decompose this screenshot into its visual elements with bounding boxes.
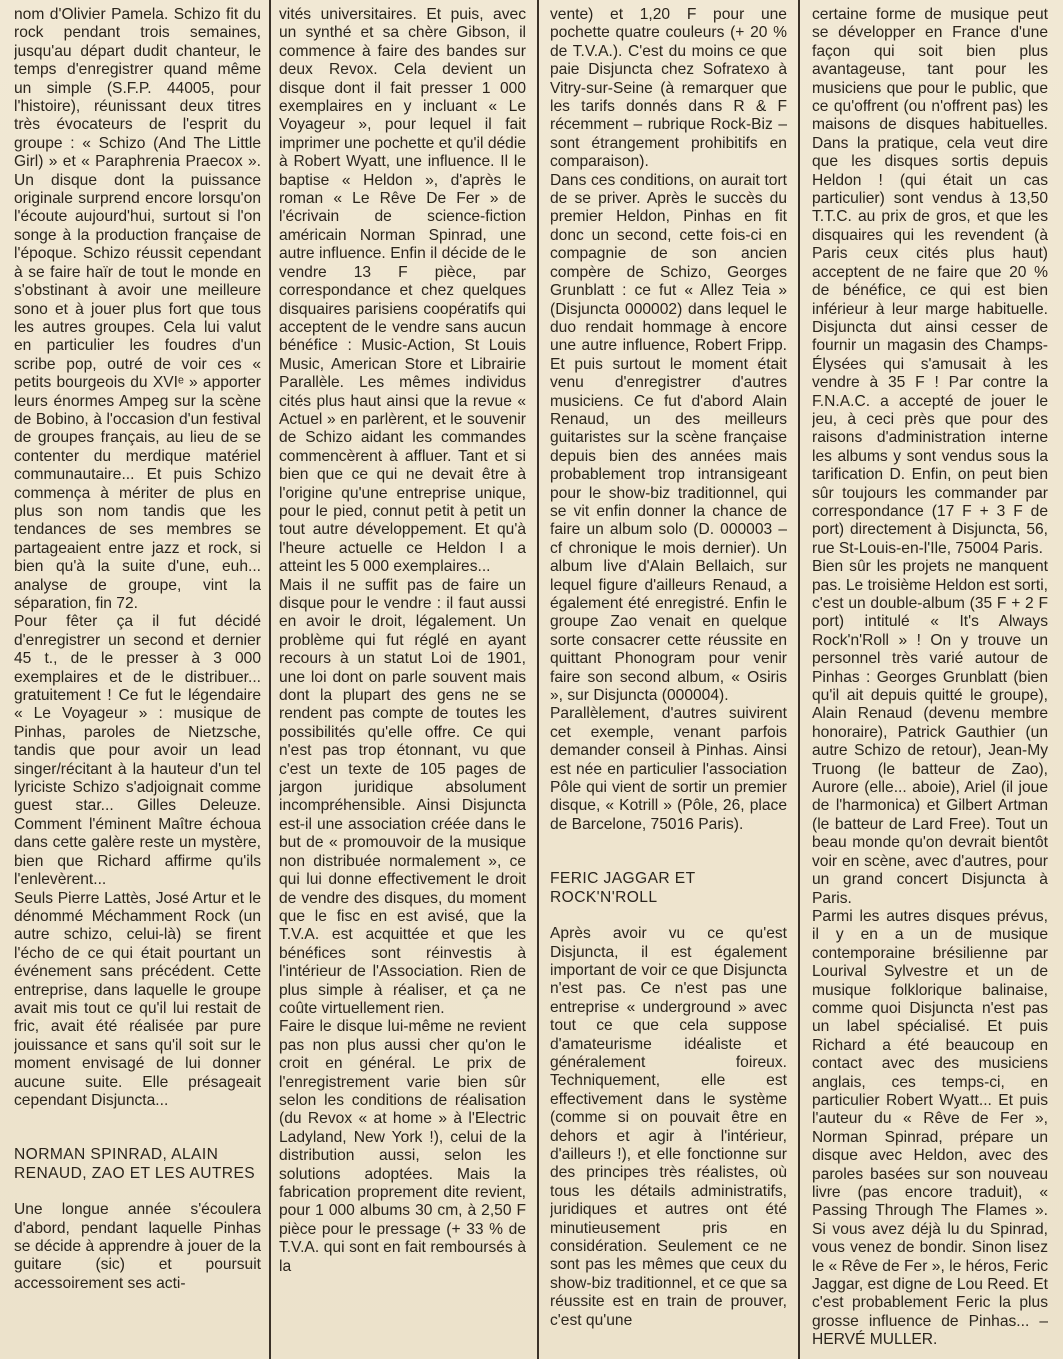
section-heading: NORMAN SPINRAD, ALAIN RENAUD, ZAO ET LES AUTRES	[14, 1146, 256, 1182]
article-paragraph: Parmi les autres disques prévus, il y en a un de musique contemporaine brésilienne par Lourival Sylvestre et un de musique folklorique balinaise, comme quoi Disjuncta n'est pas un label spécialisé. Et puis Richard a été beaucoup en contact avec des musiciens anglais, ces temps-ci, en particulier Robert Wyatt... Et puis l'auteur du « Rêve de Fer », Norman Spinrad, prépare un disque avec Heldon, avec des paroles basées sur son nouveau livre (pas encore traduit), « Passing Through The Flames ». Si vous avez déjà lu du Spinrad, vous venez de bondir. Sinon lisez le « Rêve de Fer », le héros, Feric Jaggar, est digne de Lou Reed. Et c'est probablement Feric la plus grosse influence de Pinhas... – HERVÉ MULLER.	[812, 907, 1048, 1349]
article-paragraph: nom d'Olivier Pamela. Schizo fit du rock pendant trois semaines, jusqu'au départ dudit chanteur, le temps d'enregistrer quand même un simple (S.F.P. 44005, pour l'histoire), réunissant deux titres très évocateurs de l'esprit du groupe : « Schizo (And The Little Girl) » et « Paraphrenia Praecox ». Un disque dont la puissance originale surprend encore lorsqu'on l'écoute aujourd'hui, surtout si l'on songe à la production française de l'époque. Schizo réussit cependant à se faire haïr de tout le monde en s'obstinant à avoir une meilleure sono et à jouer plus fort que tous les autres groupes. Cela lui valut en particulier les foudres d'un scribe pop, outré de voir ces « petits bourgeois du XVIᵉ » apporter leurs énormes Ampeg sur la scène de Bobino, à l'occasion d'un festival de groupes français, au lieu de se contenter du merdique matériel communautaire... Et puis Schizo commença à mériter de plus en plus son nom tandis que les tendances de ses membres se partageaient entre jazz et rock, si bien qu'à la suite d'une, euh... analyse de groupe, vint la séparation, fin 72.	[14, 6, 261, 612]
column-divider	[269, 0, 271, 1359]
article-paragraph: Pour fêter ça il fut décidé d'enregistrer un second et dernier 45 t., de le presser à 3 000 exemplaires et de le distribuer... gratuitement ! Ce fut le légendaire « Le Voyageur » : musique de Pinhas, paroles de Nietzsche, tandis que pour avoir un lead singer/récitant à la hauteur d'un tel lyriciste Schizo s'adjoignait comme guest star... Gilles Deleuze. Comment l'éminent Maître échoua dans cette galère reste un mystère, bien que Richard affirme qu'ils l'enlevèrent...	[14, 613, 261, 889]
article-paragraph: vente) et 1,20 F pour une pochette quatre couleurs (+ 20 % de T.V.A.). C'est du moins ce que paie Disjuncta chez Sofratexo à Vitry-sur-Seine (à remarquer que les tarifs donnés dans R & F récemment – rubrique Rock-Biz – sont étrangement prohibitifs en comparaison).	[550, 6, 787, 171]
section-spacer	[14, 1110, 261, 1146]
section-spacer	[550, 834, 787, 870]
section-spacer	[14, 1183, 261, 1201]
article-paragraph: Bien sûr les projets ne manquent pas. Le troisième Heldon est sorti, c'est un double-album (35 F + 2 F port) intitulé « It's Always Rock'n'Roll » ! On y trouve un personnel très varié autour de Pinhas : Georges Grunblatt (bien qu'il ait depuis quitté le groupe), Alain Renaud (devenu membre honoraire), Patrick Gauthier (un autre Schizo de retour), Jean-My Truong (le batteur de Zao), Aurore (elle... aboie), Ariel (il joue de l'harmonica) et Gilbert Artman (le batteur de Lard Free). Tout un beau monde qu'on devrait bientôt voir en scène, avec d'autres, pour un grand concert Disjuncta à Paris.	[812, 558, 1048, 907]
text-column-4	[812, 6, 1048, 1351]
column-divider	[537, 0, 539, 1359]
article-paragraph: Parallèlement, d'autres suivirent cet exemple, venant parfois demander conseil à Pinhas. Ainsi est née en particulier l'association Pôle qui vient de sortir un premier disque, « Kotrill » (Pôle, 26, place de Barcelone, 75016 Paris).	[550, 705, 787, 833]
article-paragraph: certaine forme de musique peut se développer en France d'une façon qui soit bien plus avantageuse, tant pour les musiciens que pour le public, que ce qu'offrent (ou n'offrent pas) les maisons de disques habituelles. Dans la pratique, cela veut dire que les disques sortis depuis Heldon ! (qui était un cas particulier) sont vendus à 13,50 T.T.C. au prix de gros, et que les disquaires qui les revendent (à Paris ceux cités plus haut) acceptent de ne faire que 20 % de bénéfice, ce qui est bien inférieur à leur marge habituelle. Disjuncta dut ainsi cesser de fournir un magasin des Champs-Élysées qui s'amusait à les vendre à 35 F ! Par contre la F.N.A.C. a accepté de jouer le jeu, à ceci près que pour des raisons d'administration interne les albums y sont vendus sous la tarification D. Enfin, on peut bien sûr toujours les commander par correspondance (17 F + 3 F de port) directement à Disjuncta, 56, rue St-Louis-en-l'Ile, 75004 Paris.	[812, 6, 1048, 557]
text-column-3	[550, 6, 787, 1351]
article-paragraph: Une longue année s'écoulera d'abord, pendant laquelle Pinhas se décide à apprendre à jouer de la guitare (sic) et poursuit accessoirement ses acti-	[14, 1201, 261, 1292]
article-paragraph: Après avoir vu ce qu'est Disjuncta, il est également important de voir ce que Disjuncta n'est pas. Ce n'est pas une entreprise « underground » avec tout ce que cela suppose d'amateurisme idéaliste et généralement foireux. Techniquement, elle est effectivement dans le système (comme si on pouvait être en dehors et agir à l'intérieur, d'ailleurs !), et elle fonctionne sur des principes très réalistes, où tous les détails administratifs, juridiques et autres ont été minutieusement pris en considération. Seulement ce ne sont pas les mêmes que ceux du show-biz traditionnel, et ce que sa réussite est en train de prouver, c'est qu'une	[550, 925, 787, 1329]
article-paragraph: Seuls Pierre Lattès, José Artur et le dénommé Méchamment Rock (un autre schizo, celui-là) se firent l'écho de ce qui était pourtant un événement sans précédent. Cette entreprise, dans laquelle le groupe avait mis tout ce qu'il lui restait de fric, avait été réalisée par pure jouissance et sans qu'il soit sur le moment envisagé de lui donner aucune suite. Elle présageait cependant Disjuncta...	[14, 889, 261, 1109]
article-paragraph: Dans ces conditions, on aurait tort de se priver. Après le succès du premier Heldon, Pinhas en fit donc un second, cette fois-ci en compagnie de son ancien compère de Schizo, Georges Grunblatt : ce fut « Allez Teia » (Disjuncta 000002) dans lequel le duo rendait hommage à encore une autre influence, Robert Fripp. Et puis surtout le moment était venu d'enregistrer d'autres musiciens. Ce fut d'abord Alain Renaud, un des meilleurs guitaristes sur la scène française depuis bien des années mais probablement trop intransigeant pour le show-biz traditionnel, qui se vit enfin donner la chance de faire un album solo (D. 000003 – cf chronique le mois dernier). Un album live d'Alain Bellaich, sur lequel figure d'ailleurs Renaud, a également été enregistré. Enfin le groupe Zao venait en quelque sorte consacrer cette réussite en quittant Phonogram pour venir faire son second album, « Osiris », sur Disjuncta (000004).	[550, 171, 787, 705]
article-paragraph: vités universitaires. Et puis, avec un synthé et sa chère Gibson, il commence à faire des bandes sur deux Revox. Cela devient un disque dont il fait presser 1 000 exemplaires en y incluant « Le Voyageur », pour lequel il fait imprimer une pochette et qu'il dédie à Robert Wyatt, une influence. Il le baptise « Heldon », d'après le roman « Le Rêve De Fer » de l'écrivain de science-fiction américain Norman Spinrad, une autre influence. Enfin il décide de le vendre 13 F pièce, par correspondance et chez quelques disquaires parisiens coopératifs qui acceptent de le vendre sans aucun bénéfice : Music-Action, St Louis Music, American Store et Librairie Parallèle. Les mêmes individus cités plus haut ainsi que la revue « Actuel » en parlèrent, et le souvenir de Schizo aidant les commandes commencèrent à affluer. Tant et si bien que ce qui ne devait être à l'origine qu'une entreprise unique, pour le pied, connut petit à petit un tout autre développement. Et qu'à l'heure actuelle ce Heldon I a atteint les 5 000 exemplaires...	[279, 6, 526, 576]
column-divider	[798, 0, 800, 1359]
article-paragraph: Mais il ne suffit pas de faire un disque pour le vendre : il faut aussi en avoir le droit, légalement. Un problème qui fut réglé en ayant recours à un statut Loi de 1901, une loi dont on parle souvent mais dont la plupart des gens ne se rendent pas compte de toutes les possibilités qu'elle offre. Ce qui n'est pas trop étonnant, vu que c'est un texte de 105 pages de jargon juridique absolument incompréhensible. Ainsi Disjuncta est-il une association créée dans le but de « promouvoir de la musique non distribuée normalement », ce qui lui donne effectivement le droit de vendre des disques, du moment que le fisc en est avisé, que la T.V.A. est acquittée et que les bénéfices sont réinvestis à l'intérieur de l'Association. Rien de plus simple à réaliser, et ça ne coûte virtuellement rien.	[279, 576, 526, 1017]
text-column-1	[14, 6, 261, 1351]
text-column-2	[279, 6, 526, 1351]
section-spacer	[550, 907, 787, 925]
section-heading: FERIC JAGGAR ET ROCK'N'ROLL	[550, 870, 696, 906]
article-paragraph: Faire le disque lui-même ne revient pas non plus aussi cher qu'on le croit en général. Le prix de l'enregistrement varie bien sûr selon les conditions de réalisation (du Revox « at home » à l'Electric Ladyland, New York !), celui de la distribution aussi, selon les solutions adoptées. Mais la fabrication proprement dite revient, pour 1 000 albums 30 cm, à 2,50 F pièce pour le pressage (+ 33 % de T.V.A. qui sont en fait remboursés à la	[279, 1018, 526, 1275]
